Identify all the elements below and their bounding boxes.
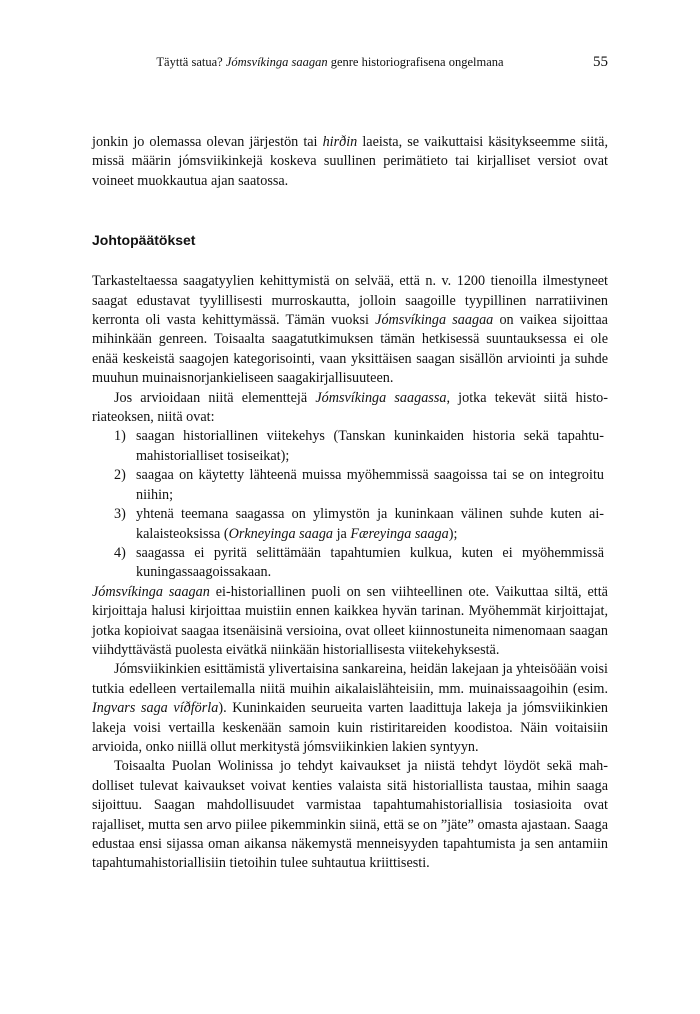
text-run: Jos arvioidaan niitä elementtejä bbox=[114, 389, 316, 406]
text-run: ei-historiallinen puoli on sen viihteellinen ote. Vaikuttaa siltä, että kirjoittaja halusi kirjoittaa muistiin ennen kaikkea hyvän tarinan. Myöhemmät kirjoittajat, jotka kopioivat saagaa itsenäisinä versioina, ovat olleet kiinnostuneita nimenomaan saagan viihdyttävästä puolesta eivätkä niinkään historiallisesta viitekehyksestä. bbox=[92, 583, 608, 658]
numbered-list bbox=[92, 427, 608, 582]
italic-title: Ingvars saga víðförla bbox=[92, 700, 219, 717]
paragraph-4 bbox=[92, 660, 608, 757]
text-run: , jotka tekevät siitä historiateoksen, niitä ovat: bbox=[92, 389, 608, 426]
list-item bbox=[92, 466, 608, 505]
list-item bbox=[92, 544, 608, 583]
paragraph-3 bbox=[92, 583, 608, 661]
text-run: Tarkasteltaessa saagatyylien kehittymistä on selvää, että n. v. 1200 tienoilla ilmestyneet saagat edustavat tyylillisesti murroskautta, jolloin saagoille tyypillinen narratiivinen kerronta oli vasta kehittymässä. Tämän vuoksi bbox=[92, 273, 608, 329]
running-head-title bbox=[92, 52, 568, 72]
section-heading: Johtopäätökset bbox=[92, 232, 196, 249]
italic-term: hirðin bbox=[322, 134, 358, 150]
text-run: Jómsviikinkien esittämistä ylivertaisina sankareina, heidän lakejaan ja yhteisöään voisi tutkia edelleen vertailemalla niitä muihin aikalaislähteisiin, mm. muinaissaagoihin (esim. bbox=[92, 661, 608, 697]
list-number: 2) bbox=[114, 467, 126, 484]
text-run: jonkin jo olemassa olevan järjestön tai bbox=[92, 134, 323, 150]
list-item bbox=[92, 505, 608, 544]
list-number: 1) bbox=[114, 428, 126, 445]
body-text bbox=[92, 133, 608, 874]
intro-paragraph bbox=[92, 133, 608, 191]
paragraph-1 bbox=[92, 272, 608, 388]
list-text: saagaa on käytetty lähteenä muissa myöhemmissä saagoissa tai se on integroitu niihin; bbox=[136, 467, 604, 503]
page-number: 55 bbox=[593, 54, 608, 70]
italic-title: Jómsvíkinga saagaa bbox=[375, 312, 494, 329]
running-head-title-part: Täyttä satua? bbox=[156, 55, 226, 69]
text-run: laeista, se vaikuttaisi käsitykseemme siitä, missä määrin jómsviikinkejä koskeva suullinen perimätieto tai kirjalliset versiot ovat voineet muokkautua ajan saatossa. bbox=[92, 134, 608, 189]
list-text: yhtenä teemana saagassa on ylimystön ja kuninkaan välinen suhde kuten aikalaisteoksissa ( bbox=[136, 506, 604, 542]
paragraph-5: Toisaalta Puolan Wolinissa jo tehdyt kaivaukset ja niistä tehdyt löydöt sekä mahdolliset tulevat kaivaukset voivat kenties valaista sitä historiallista taustaa, mihin saaga sijoittuu. Saagan mahdollisuudet varmistaa tapahtumahistoriallisia tosiasioita ovat rajalliset, mutta sen arvo piilee pikemminkin siinä, että se on ”jäte” omasta ajastaan. Saaga edustaa ensi sijassa oman aikansa näkemystä menneisyyden tapahtumista ja sen antamiin tapahtumahistoriallisiin tietoihin tulee suhtautua kriittisesti. bbox=[92, 758, 608, 872]
list-text: saagan historiallinen viitekehys (Tanskan kuninkaiden historia sekä tapahtumahistorialliset tosiseikat); bbox=[136, 428, 604, 464]
italic-title: Jómsvíkinga saagassa bbox=[315, 389, 447, 406]
running-head-title-part: genre historiografisena ongelmana bbox=[327, 55, 504, 69]
running-head-title-italic: Jómsvíkinga saagan bbox=[225, 55, 328, 69]
paragraph-2 bbox=[92, 389, 608, 428]
italic-title: Færeyinga saaga bbox=[350, 525, 449, 542]
running-head bbox=[92, 52, 608, 72]
list-item bbox=[92, 427, 608, 466]
list-text: ); bbox=[448, 525, 458, 542]
list-text: ja bbox=[333, 525, 351, 542]
list-number: 4) bbox=[114, 544, 126, 561]
italic-title: Jómsvíkinga saagan bbox=[92, 583, 210, 600]
text-run: on vaikea sijoittaa mihinkään genreen. Toisaalta saagatutkimuksen tämän hetkisessä suuntauksessa ei ole enää keskeistä saagojen kategorisointi, vaan yksittäisen saagan sisällön arviointi ja suhde muuhun muinaisnorjankieliseen saagakirjallisuuteen. bbox=[92, 312, 608, 387]
italic-title: Orkneyinga saaga bbox=[228, 525, 334, 542]
list-text: saagassa ei pyritä selittämään tapahtumien kulkua, kuten ei myöhemmissä kuningassaagoissakaan. bbox=[136, 544, 604, 581]
list-number: 3) bbox=[114, 506, 126, 523]
text-run: ). Kuninkaiden seurueita varten laadittuja lakeja ja jómsviikinkien lakeja voisi vertailla keskenään samoin kuin ristiritareiden koodistoa. Näin voitaisiin arvioida, onko niillä ollut merkitystä jómsviikinkien lakien syntyyn. bbox=[92, 700, 609, 755]
